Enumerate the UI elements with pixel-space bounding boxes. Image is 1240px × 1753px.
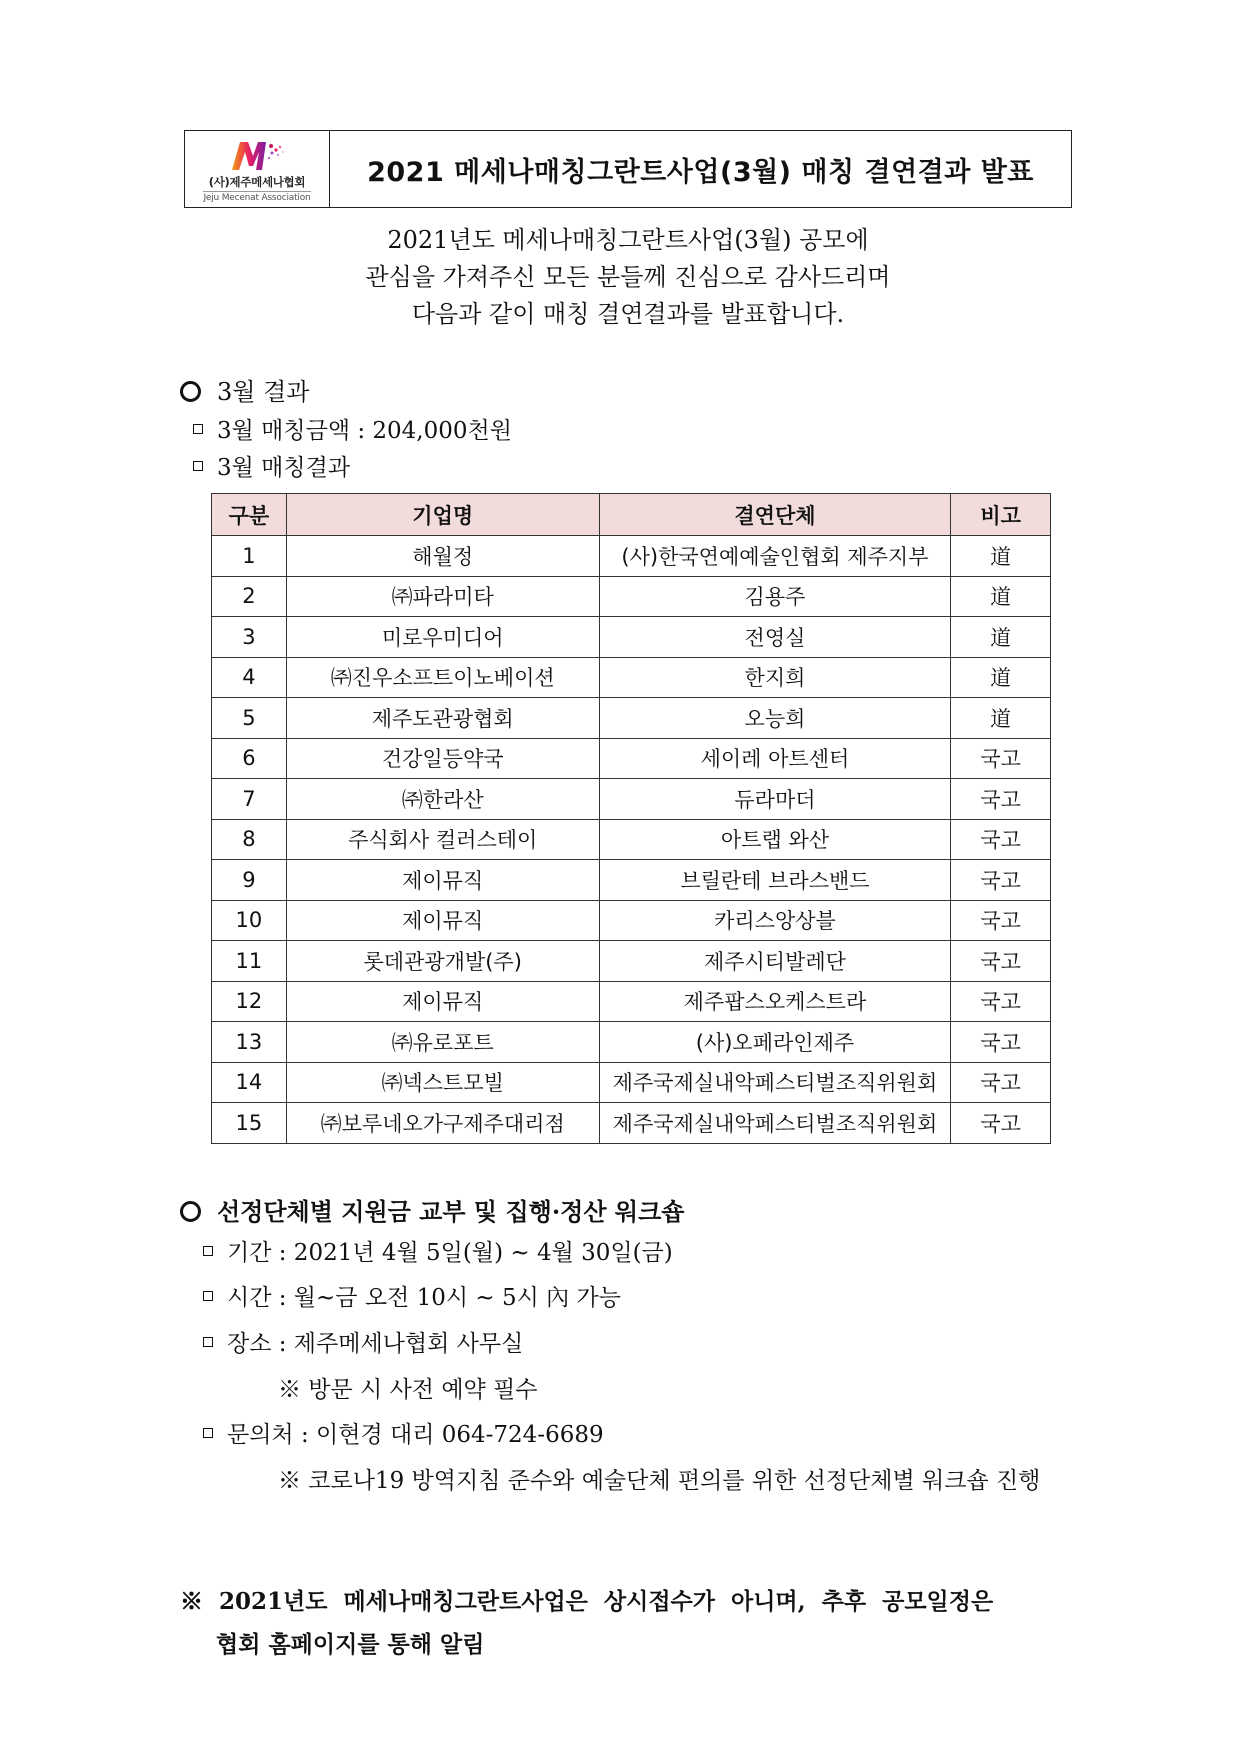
matching-amount [193,412,512,445]
workshop-contact-text: 문의처 : 이현경 대리 064-724-6689 [227,1422,604,1448]
matched-group: 브릴란테 브라스밴드 [599,860,951,901]
intro-line-2: 관심을 가져주신 모든 분들께 진심으로 감사드리며 [365,263,891,291]
remark: 국고 [951,900,1051,941]
table-header-row [212,494,1051,536]
company-name: ㈜한라산 [286,779,599,820]
section1-title [180,372,309,407]
square-bullet-icon [203,1337,213,1347]
footer-note-line-1: ※ 2021년도 메세나매칭그란트사업은 상시접수가 아니며, 추후 공모일정은 [180,1588,994,1615]
header-category: 구분 [212,494,287,536]
intro-line-1: 2021년도 메세나매칭그란트사업(3월) 공모에 [387,226,869,254]
section1-title-text: 3월 결과 [217,378,310,406]
row-number: 13 [212,1022,287,1063]
workshop-place-note: ※ 방문 시 사전 예약 필수 [278,1377,538,1403]
matched-group: 세이레 아트센터 [599,738,951,779]
company-name: ㈜진우소프트이노베이션 [286,657,599,698]
matched-group: 제주국제실내악페스티벌조직위원회 [599,1062,951,1103]
matching-amount-text: 3월 매칭금액 : 204,000천원 [217,418,512,444]
square-bullet-icon [203,1291,213,1301]
row-number: 2 [212,576,287,617]
square-bullet-icon [193,424,203,434]
square-bullet-icon [203,1428,213,1438]
matching-result-table [211,493,1051,1144]
matched-group: (사)오페라인제주 [599,1022,951,1063]
table-row [212,1062,1051,1103]
company-name: ㈜유로포트 [286,1022,599,1063]
document-header [184,130,1072,208]
document-title: 2021 메세나매칭그란트사업(3월) 매칭 결연결과 발표 [367,156,1034,188]
company-name: 건강일등약국 [286,738,599,779]
remark: 道 [951,657,1051,698]
workshop-time-text: 시간 : 월~금 오전 10시 ~ 5시 內 가능 [227,1285,621,1311]
row-number: 1 [212,536,287,577]
table-row [212,981,1051,1022]
table-row [212,900,1051,941]
table-row [212,1022,1051,1063]
table-body [212,536,1051,1144]
remark: 국고 [951,738,1051,779]
row-number: 3 [212,617,287,658]
company-name: 제이뮤직 [286,860,599,901]
footer-note-line-2: 협회 홈페이지를 통해 알림 [216,1631,485,1658]
workshop-contact [203,1416,604,1449]
row-number: 10 [212,900,287,941]
circle-bullet-icon [180,1201,201,1222]
matched-group: 제주국제실내악페스티벌조직위원회 [599,1103,951,1144]
workshop-contact-note: ※ 코로나19 방역지침 준수와 예술단체 편의를 위한 선정단체별 워크숍 진행 [278,1468,1041,1494]
company-name: ㈜넥스트모빌 [286,1062,599,1103]
remark: 道 [951,617,1051,658]
matched-group: 듀라마더 [599,779,951,820]
logo [185,131,330,207]
remark: 道 [951,536,1051,577]
row-number: 9 [212,860,287,901]
row-number: 6 [212,738,287,779]
section2-title-text: 선정단체별 지원금 교부 및 집행·정산 워크숍 [217,1197,685,1226]
matched-group: 한지희 [599,657,951,698]
row-number: 14 [212,1062,287,1103]
table-row [212,698,1051,739]
logo-org-korean: (사)제주메세나협회 [208,174,306,189]
table-row [212,1103,1051,1144]
row-number: 11 [212,941,287,982]
intro-line-3: 다음과 같이 매칭 결연결과를 발표합니다. [411,300,845,328]
workshop-place-text: 장소 : 제주메세나협회 사무실 [227,1331,524,1357]
table-row [212,617,1051,658]
matched-group: (사)한국연예예술인협회 제주지부 [599,536,951,577]
matched-group: 김용주 [599,576,951,617]
square-bullet-icon [203,1246,213,1256]
workshop-period [203,1234,673,1267]
row-number: 4 [212,657,287,698]
company-name: 해월정 [286,536,599,577]
workshop-time [203,1279,621,1312]
square-bullet-icon [193,461,203,471]
company-name: 미로우미디어 [286,617,599,658]
section2-title [180,1192,684,1227]
matched-group: 제주시티발레단 [599,941,951,982]
remark: 국고 [951,1062,1051,1103]
table-row [212,860,1051,901]
company-name: 롯데관광개발(주) [286,941,599,982]
header-group: 결연단체 [599,494,951,536]
workshop-period-text: 기간 : 2021년 4월 5일(월) ~ 4월 30일(금) [227,1240,673,1266]
matched-group: 전영실 [599,617,951,658]
company-name: 주식회사 컬러스테이 [286,819,599,860]
company-name: 제이뮤직 [286,981,599,1022]
table-row [212,941,1051,982]
company-name: 제주도관광협회 [286,698,599,739]
circle-bullet-icon [180,381,201,402]
remark: 국고 [951,1022,1051,1063]
remark: 국고 [951,1103,1051,1144]
intro-text [184,222,1072,333]
company-name: ㈜파라미타 [286,576,599,617]
matching-result-label [193,449,350,482]
table-row [212,657,1051,698]
remark: 국고 [951,860,1051,901]
row-number: 15 [212,1103,287,1144]
row-number: 5 [212,698,287,739]
table-row [212,576,1051,617]
table-row [212,779,1051,820]
remark: 국고 [951,819,1051,860]
matching-result-label-text: 3월 매칭결과 [217,455,351,481]
row-number: 12 [212,981,287,1022]
header-company: 기업명 [286,494,599,536]
matched-group: 제주팝스오케스트라 [599,981,951,1022]
table-row [212,536,1051,577]
remark: 국고 [951,981,1051,1022]
table-row [212,819,1051,860]
mecenat-logo-icon [226,138,288,172]
row-number: 7 [212,779,287,820]
workshop-place [203,1325,523,1358]
row-number: 8 [212,819,287,860]
remark: 국고 [951,779,1051,820]
company-name: 제이뮤직 [286,900,599,941]
table-row [212,738,1051,779]
matched-group: 카리스앙상블 [599,900,951,941]
company-name: ㈜보루네오가구제주대리점 [286,1103,599,1144]
logo-org-english: Jeju Mecenat Association [203,192,311,203]
remark: 국고 [951,941,1051,982]
remark: 道 [951,698,1051,739]
matched-group: 아트랩 와산 [599,819,951,860]
matched-group: 오능희 [599,698,951,739]
remark: 道 [951,576,1051,617]
header-remark: 비고 [951,494,1051,536]
